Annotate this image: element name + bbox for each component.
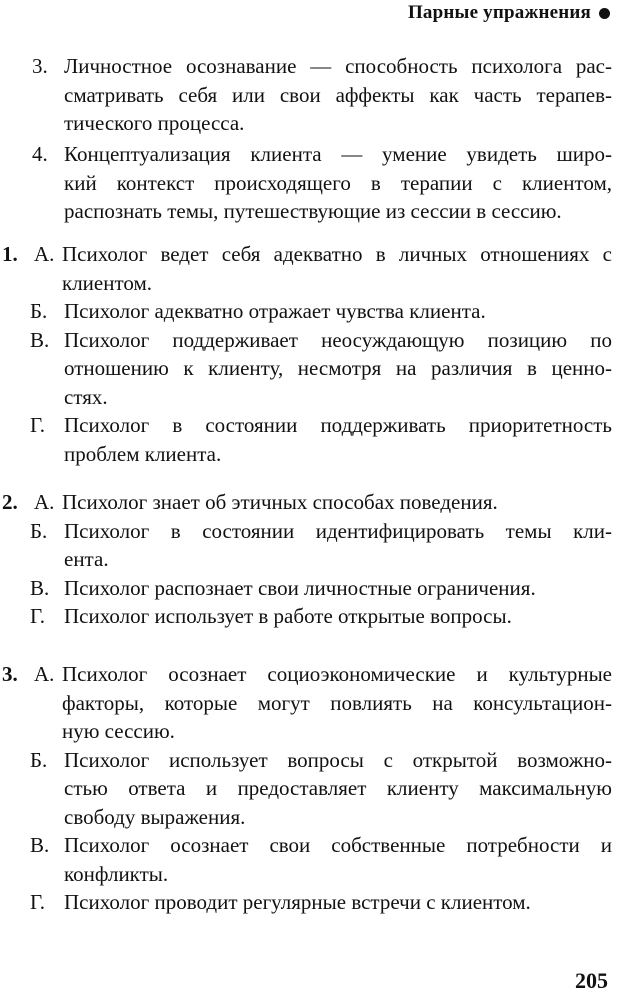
option-line: факторы, которые могут повлиять на консультацион- [62, 690, 612, 715]
option-line: Психолог осознает социоэкономические и культурные [62, 662, 612, 686]
option-letter: Г. [30, 890, 46, 914]
option-letter: В. [30, 575, 50, 600]
option-letter: А. [34, 242, 55, 266]
option-line: Психолог распознает свои личностные ограничения. [64, 575, 536, 600]
intro-item-line: кий контекст происходящего в терапии с клиентом, [64, 170, 612, 195]
option-line: ную сессию. [62, 719, 175, 743]
option-line: стях. [64, 384, 108, 409]
option-letter: Б. [30, 518, 48, 543]
option-letter: В. [30, 327, 50, 352]
option-line: Психолог проводит регулярные встречи с клиентом. [64, 890, 531, 914]
option-line: свободу выражения. [64, 804, 246, 829]
intro-item-line: Концептуализация клиента — умение увидеть широ- [64, 142, 612, 166]
option-letter: Г. [30, 604, 46, 628]
option-line: Психолог использует в работе открытые вопросы. [64, 604, 512, 628]
bullet-dot-icon [599, 8, 610, 19]
option-letter: В. [30, 833, 50, 857]
running-title: Парные упражнения [407, 2, 591, 23]
option-line: проблем клиента. [64, 441, 222, 466]
option-line: Психолог адекватно отражает чувства клиента. [64, 299, 486, 323]
option-letter: Г. [30, 413, 46, 437]
option-letter: Б. [30, 299, 48, 323]
option-letter: А. [34, 662, 55, 686]
question-number: 3. [2, 662, 18, 686]
option-line: стью ответа и предоставляет клиенту максимальную [64, 776, 612, 800]
option-line: Психолог поддерживает неосуждающую позицию по [64, 327, 612, 352]
intro-item-line: Личностное осознавание — способность психолога рас- [64, 54, 612, 78]
page-number: 205 [575, 968, 608, 993]
question-number: 1. [2, 242, 18, 266]
option-line: Психолог в состоянии идентифицировать темы кли- [64, 518, 612, 543]
option-line: Психолог знает об этичных способах поведения. [62, 490, 498, 514]
intro-item-line: распознать темы, путешествующие из сессии в сессию. [64, 199, 562, 223]
option-line: клиентом. [62, 270, 153, 295]
option-letter: А. [34, 490, 55, 514]
option-line: отношению к клиенту, несмотря на различия в ценно- [64, 356, 612, 380]
running-header [408, 2, 610, 24]
option-line: Психолог использует вопросы с открытой возможно- [64, 747, 612, 772]
option-line: Психолог в состоянии поддерживать приоритетность [64, 413, 612, 437]
option-line: ента. [64, 547, 109, 571]
option-line: Психолог ведет себя адекватно в личных отношениях с [62, 242, 612, 266]
option-line: Психолог осознает свои собственные потребности и [64, 833, 612, 857]
question-number: 2. [2, 490, 18, 514]
intro-item-line: сматривать себя или свои аффекты как часть терапев- [64, 82, 612, 107]
intro-item-number: 3. [32, 54, 48, 78]
intro-item-line: тического процесса. [64, 111, 245, 135]
option-letter: Б. [30, 747, 48, 772]
option-line: конфликты. [64, 861, 169, 886]
intro-item-number: 4. [32, 142, 48, 166]
